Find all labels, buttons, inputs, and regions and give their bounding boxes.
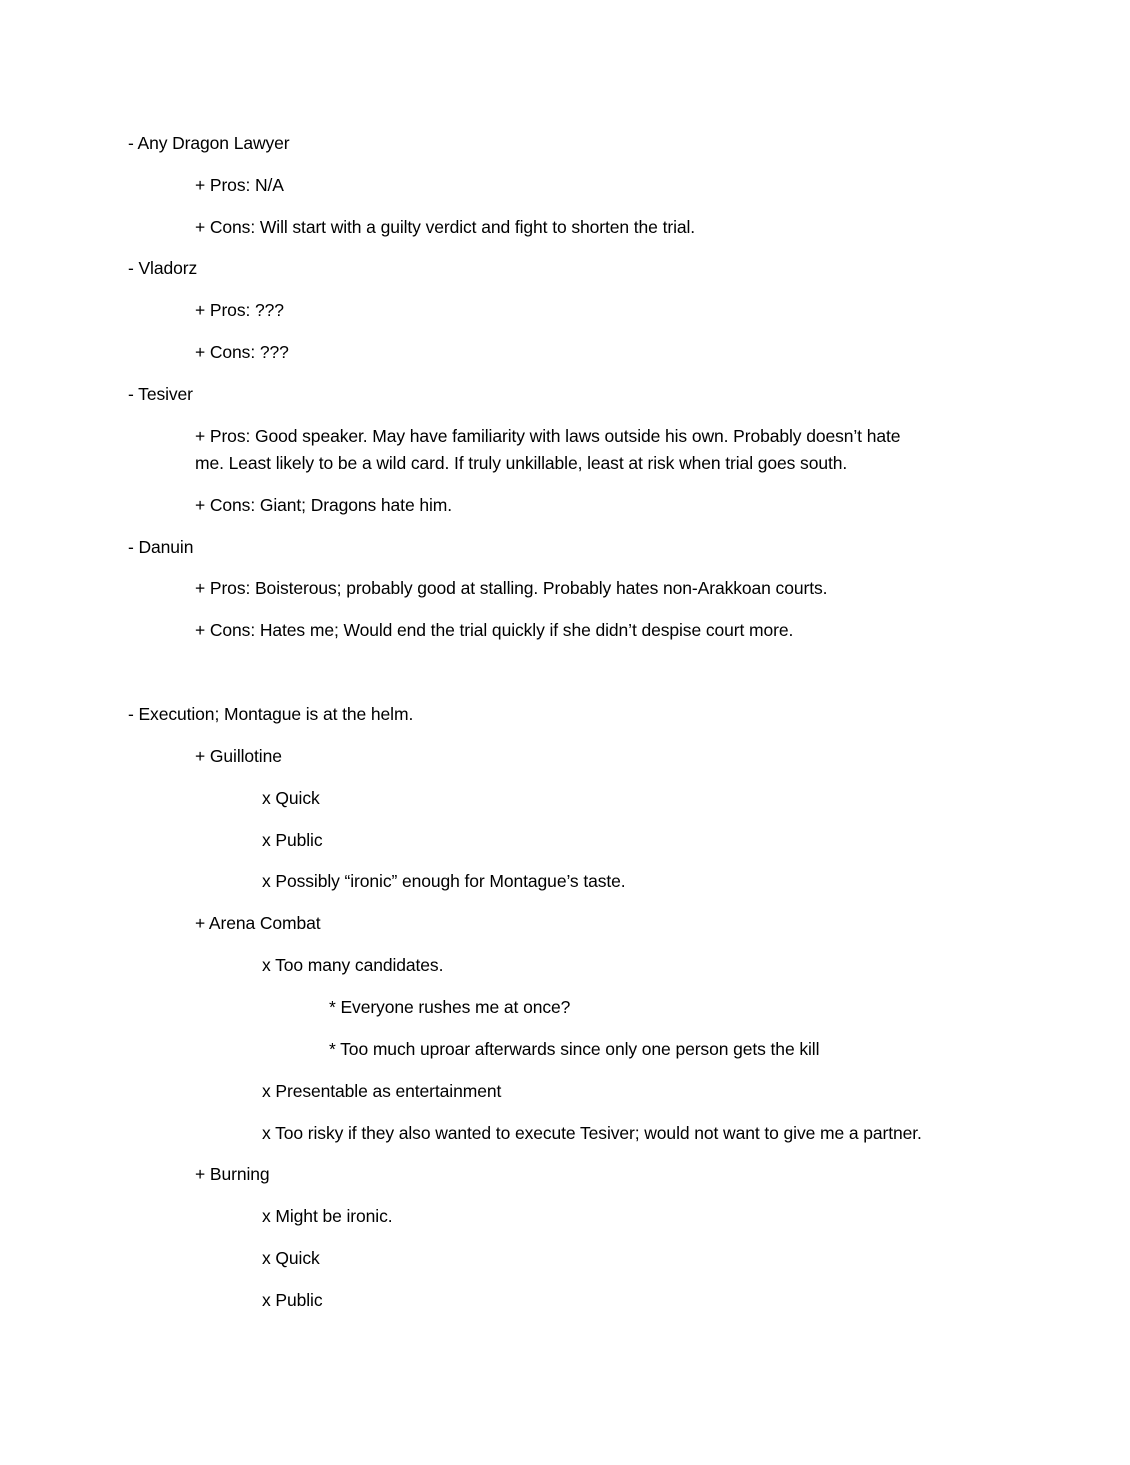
lawyer-pros-tesiver-line1: + Pros: Good speaker. May have familiarity with laws outside his own. Probably doesn’t hate	[195, 426, 901, 446]
lawyer-cons-danuin: + Cons: Hates me; Would end the trial quickly if she didn’t despise court more.	[195, 620, 794, 640]
lawyer-cons-dragon: + Cons: Will start with a guilty verdict and fight to shorten the trial.	[195, 217, 696, 237]
execution-method-guillotine: + Guillotine	[195, 746, 282, 766]
arena-item: x Too many candidates.	[262, 955, 444, 975]
lawyer-heading-danuin: - Danuin	[128, 537, 194, 557]
guillotine-item: x Quick	[262, 788, 320, 808]
execution-method-burning: + Burning	[195, 1164, 270, 1184]
lawyer-pros-dragon: + Pros: N/A	[195, 175, 284, 195]
burning-item: x Public	[262, 1290, 323, 1310]
guillotine-item: x Public	[262, 830, 323, 850]
execution-heading: - Execution; Montague is at the helm.	[128, 704, 414, 724]
lawyer-pros-tesiver-line2: me. Least likely to be a wild card. If truly unkillable, least at risk when trial goes south.	[195, 453, 848, 473]
arena-subitem: * Too much uproar afterwards since only one person gets the kill	[329, 1039, 820, 1059]
lawyer-cons-tesiver: + Cons: Giant; Dragons hate him.	[195, 495, 453, 515]
arena-item: x Too risky if they also wanted to execute Tesiver; would not want to give me a partner.	[262, 1123, 922, 1143]
guillotine-item: x Possibly “ironic” enough for Montague’s taste.	[262, 871, 626, 891]
lawyer-cons-vladorz: + Cons: ???	[195, 342, 289, 362]
lawyer-pros-vladorz: + Pros: ???	[195, 300, 284, 320]
arena-item: x Presentable as entertainment	[262, 1081, 502, 1101]
arena-subitem: * Everyone rushes me at once?	[329, 997, 571, 1017]
lawyer-heading-dragon: - Any Dragon Lawyer	[128, 133, 290, 153]
lawyer-pros-danuin: + Pros: Boisterous; probably good at stalling. Probably hates non-Arakkoan courts.	[195, 578, 828, 598]
burning-item: x Quick	[262, 1248, 320, 1268]
execution-method-arena-combat: + Arena Combat	[195, 913, 321, 933]
lawyer-heading-vladorz: - Vladorz	[128, 258, 198, 278]
burning-item: x Might be ironic.	[262, 1206, 393, 1226]
lawyer-heading-tesiver: - Tesiver	[128, 384, 193, 404]
